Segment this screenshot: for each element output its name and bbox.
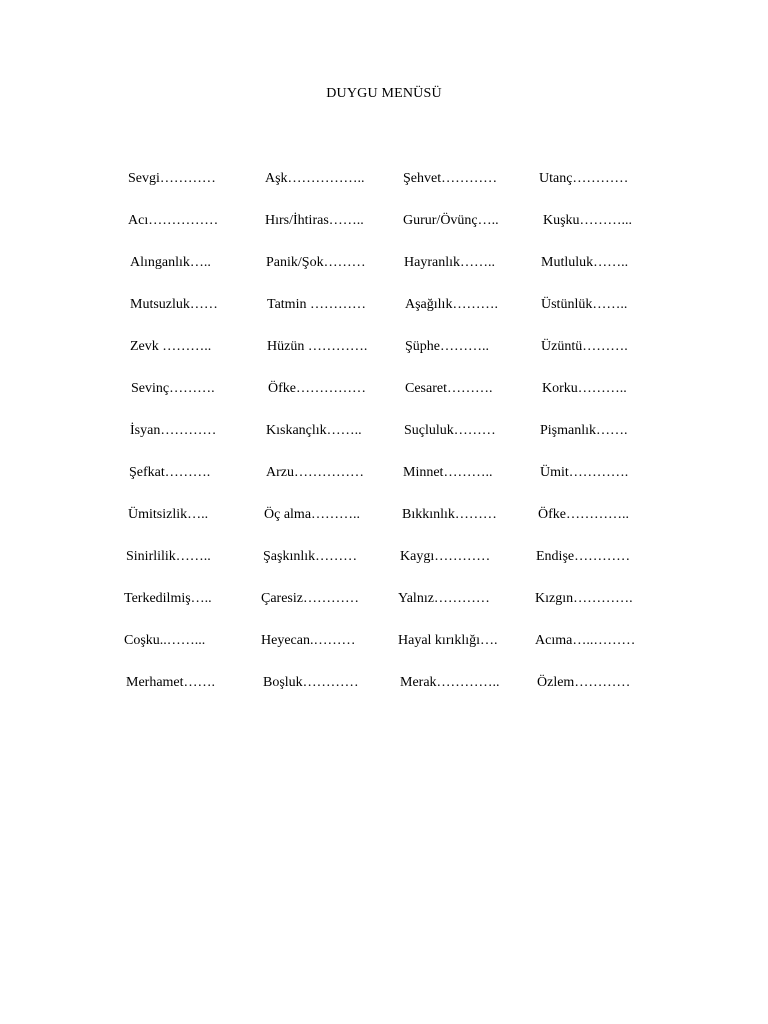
emotion-item: Hayal kırıklığı….	[398, 633, 498, 648]
emotion-item: Kuşku………...	[543, 213, 633, 228]
emotion-item: Kaygı…………	[400, 549, 491, 564]
emotion-item: Sinirlilik……..	[126, 549, 211, 564]
emotion-item: Sevinç……….	[131, 381, 215, 396]
emotion-item: Heyecan.………	[261, 633, 356, 648]
emotion-item: Acı……………	[128, 213, 219, 228]
emotion-item: Coşku..……...	[124, 633, 206, 648]
emotion-item: Kıskançlık……..	[266, 423, 362, 438]
emotion-item: Korku………..	[542, 381, 627, 396]
emotion-item: Ümit………….	[540, 465, 629, 480]
emotion-item: Hüzün ………….	[267, 339, 368, 354]
emotion-item: Özlem…………	[537, 675, 631, 690]
emotion-item: Kızgın………….	[535, 591, 633, 606]
emotion-item: Alınganlık…..	[130, 255, 211, 270]
emotion-item: Hayranlık……..	[404, 255, 495, 270]
emotion-item: Öfke……………	[268, 381, 366, 396]
emotion-item: Minnet………..	[403, 465, 493, 480]
emotion-item: Mutluluk……..	[541, 255, 629, 270]
emotion-item: Hırs/İhtiras……..	[265, 213, 364, 228]
emotion-item: İsyan…………	[130, 423, 217, 438]
emotion-item: Suçluluk………	[404, 423, 496, 438]
emotion-item: Üstünlük……..	[541, 297, 628, 312]
emotion-item: Tatmin …………	[267, 297, 366, 312]
emotion-item: Şaşkınlık………	[263, 549, 358, 564]
emotion-item: Sevgi…………	[128, 171, 216, 186]
emotion-item: Şehvet…………	[403, 171, 498, 186]
emotion-item: Aşağılık……….	[405, 297, 498, 312]
emotion-item: Terkedilmiş…..	[124, 591, 212, 606]
emotion-item: Pişmanlık…….	[540, 423, 628, 438]
emotion-item: Zevk ………..	[130, 339, 212, 354]
emotion-item: Mutsuzluk……	[130, 297, 218, 312]
emotion-item: Öfke…………..	[538, 507, 629, 522]
emotion-item: Gurur/Övünç…..	[403, 213, 499, 228]
emotion-item: Çaresiz…………	[261, 591, 359, 606]
emotion-item: Arzu……………	[266, 465, 364, 480]
emotion-item: Merhamet…….	[126, 675, 216, 690]
emotion-item: Boşluk…………	[263, 675, 359, 690]
emotion-item: Bıkkınlık………	[402, 507, 497, 522]
document-title: DUYGU MENÜSÜ	[326, 86, 442, 101]
emotion-item: Öç alma………..	[264, 507, 361, 522]
emotion-item: Aşk……………..	[265, 171, 365, 186]
emotion-item: Şüphe………..	[405, 339, 489, 354]
emotion-item: Ümitsizlik…..	[128, 507, 209, 522]
emotion-item: Şefkat……….	[129, 465, 211, 480]
emotion-item: Cesaret……….	[405, 381, 493, 396]
emotion-item: Endişe…………	[536, 549, 631, 564]
emotion-item: Üzüntü……….	[541, 339, 628, 354]
emotion-item: Utanç…………	[539, 171, 629, 186]
emotion-item: Panik/Şok………	[266, 255, 366, 270]
emotion-item: Yalnız…………	[398, 591, 490, 606]
emotion-item: Acıma…..………	[535, 633, 636, 648]
emotion-item: Merak…………..	[400, 675, 500, 690]
